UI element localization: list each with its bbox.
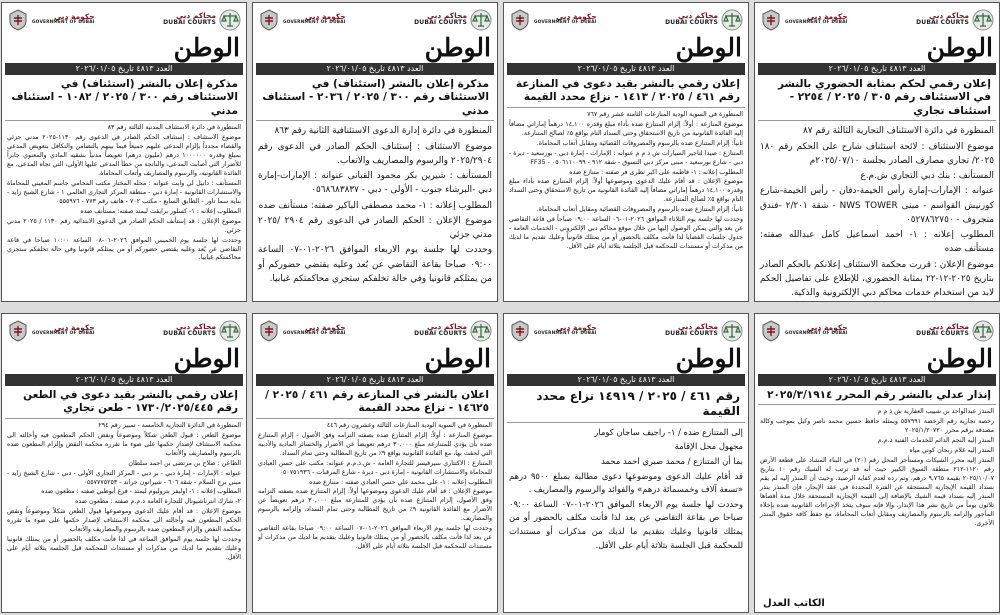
issue-info: العدد ٤٨١٣ تاريخ ٢٠٢٦/٠١/٠٥ xyxy=(256,374,494,386)
notice-paragraph: المستأنف : شيرين بكر محمود القبانى عنوانه : الإمارات-إمارة دبي -البرشاء جنوب - الأولى - دبي - ٠٥٦٨٦٨٣٨٣٧ xyxy=(258,171,492,196)
courts-name-ar: محاكم دبي xyxy=(929,322,969,332)
courts-logo xyxy=(414,9,492,31)
courts-name-en: DUBAI COURTS xyxy=(414,19,467,27)
notice-paragraph: موضوع الاستئناف : إستئناف الحكم الصادر في الدعوى رقم ٢٠٢٥/٢٩٠٤ والرسوم والمصاريف والاتعاب. xyxy=(258,141,492,166)
masthead: الوطن xyxy=(173,344,240,373)
notice-paragraph: موضوع المنازعة : أولاً: إلزام المتنازع ضده بصفته التزامه وفق الأصول - إلزام المتنازع ضده بأن يؤدي للمتنازعة مبلغ ٣٠,٠٠٠ درهم تعويضاً عن الأضرار والخسائر المادية والأدبية التي لحقت بها، مع الفائدة القانونية بواقع ٩٪ من تاريخ المطالبة وحتى تمام السداد. xyxy=(258,431,492,457)
notice-header xyxy=(2,314,246,344)
notice-title: إعلان رقمي لحكم بمثابة الحضوري بالنشر في الاستئناف رقم ٣٠٥ / ٢٠٢٥ / ٢٢٥٤ - استئناف تجاري xyxy=(758,75,996,121)
notice-paragraph: وحددت لها جلسة يوم الموافق الساعة في لذا فأنت مكلف بالحضور أو من يمثلك قانونيا وعليك بتقديم ما لديك من مذكرات أو مستندات للمحكمة قبل الجلسة بثلاثة أيام على الأقل. xyxy=(7,536,241,561)
notice-paragraph: بما أن المتنازع / محمد صبري احمد محمد xyxy=(601,455,743,466)
notice-paragraph: موضوع المنازعة : أولاً: إلزام المتنازع ضده بأداء مبلغ وقدره ١٤,١٠٠ درهماً إماراتي مضافاً إليه الفائدة القانونية من تاريخ الاستحقاق وحتى السداد التام بواقع ٥٪ لصالح المتنازعة. xyxy=(509,120,743,137)
courts-logo xyxy=(665,9,743,31)
courts-logo xyxy=(916,9,994,31)
government-logo xyxy=(760,320,848,342)
govt-name-en: GOVERNMENT OF DUBAI xyxy=(283,20,346,26)
govt-name-en: GOVERNMENT OF DUBAI xyxy=(534,331,597,337)
notice-body xyxy=(253,419,497,612)
govt-name-en: GOVERNMENT OF DUBAI xyxy=(785,20,848,26)
notice-paragraph: موضوع الإعلان : قد أقام عليك الدعوى وموضوعها أولاً: إلزام المتنازع ضده بأداء مبلغ وقدره ١٤,١٠٠ درهماً إماراتي مضافاً إليه الفائدة القانونية من تاريخ الاستحقاق وحتى السداد التام بواقع ٥٪ لصالح المتنازعة. xyxy=(509,178,743,204)
notice-header xyxy=(253,3,497,33)
notice-paragraph: عنوانه : الإمارات-إمارة رأس الخيمة-دفان - رأس الخيمة-شارع كورنيش القواسم - مبنى NWS TOWER - شقة ٢/٢٠١ -فندق متجروف - ٠٥٢٧٨٦٢٧٥٠ xyxy=(760,186,994,225)
government-logo xyxy=(509,9,597,31)
notice-paragraph: وحددت لها جلسة يوم الاربعاء الموافق ٢٠٢٦-٠١-٠٧ الساعة ٠٩:٠٠ صباحا بقاعة التقاضي عن بعد لذا فأنت مكلف بالحضور أو من يمثلك قانونيا وعليك بتقديم ما لديك من مذكرات أو مستندات للمحكمة قبل الجلسة بثلاثة أيام على الأقل. xyxy=(258,525,492,551)
scales-of-justice-icon xyxy=(219,320,241,342)
notice-paragraph: المستأنف : بنك دبي التجاري ش.م.ع xyxy=(860,171,994,182)
government-emblem-icon xyxy=(760,320,782,342)
notice-title: إنذار عدلي بالنشر رقم المحرر ٢٠٢٥/٣/١٩١٤ xyxy=(758,386,996,405)
government-emblem-icon xyxy=(760,9,782,31)
issue-info: العدد ٤٨١٣ تاريخ ٢٠٢٦/٠١/٠٥ xyxy=(5,63,243,75)
courts-name-ar: محاكم دبي xyxy=(176,322,216,332)
courts-name-ar: محاكم دبي xyxy=(427,322,467,332)
notice-paragraph: المنظورة في الدائرة التجارية الخامسة - تمييز رقم ٢٩٤ xyxy=(98,421,241,429)
courts-logo xyxy=(916,320,994,342)
scales-of-justice-icon xyxy=(470,320,492,342)
notice-paragraph: موضوع الإعلان : قد إستأنف الحكم الصادر في الدعوى الابتدائية رقم ١١٣٠ / ٢٠٢٥ مدني جزئي. xyxy=(7,217,241,234)
notice-paragraph: المنذر إليه النجم الدائم للخدمات الفنية ذ.م.م xyxy=(877,437,994,445)
notice-card xyxy=(1,2,247,302)
notice-card xyxy=(252,2,498,302)
notice-paragraph: رخصة تجارية رقم الرخصة ٥٥٧٩٩١ ويمثله حافظ حسين محمد ناصر وكيل بموجب وكالة مصدقة برقم محرر ٢٠٢٥/١/٢٠٧٢٠ xyxy=(760,418,995,435)
masthead: الوطن xyxy=(926,344,993,373)
notice-paragraph: المنظورة في دائرة الاستئناف التجارية الثالثة رقم ٨٧ xyxy=(803,126,994,137)
notice-card xyxy=(503,2,749,302)
notice-paragraph: موضوع الإعلان : قد أقام عليك الدعوى وموضوعها أولاً: إلزام المتنازع ضده بصفته التزامه وفق الأصول، إلزام المتنازع ضده بأن يؤدي للمتنازعة مبلغ ٣٠,٠٠٠ درهم تعويضاً عن الأضرار مع الفائدة القانونية ٩٪ من تاريخ المطالبة وحتى تمام السداد، وإلزامه بالرسوم والمصاريف. xyxy=(258,488,492,523)
issue-info: العدد ٤٨١٣ تاريخ ٢٠٢٦/٠١/٠٥ xyxy=(256,63,494,75)
masthead: الوطن xyxy=(926,33,993,62)
govt-name-ar: حكومة دبي xyxy=(305,323,346,333)
notice-paragraph: المطلوب إعلانه : ١- احمد اسماعيل كامل عبدالله صفته: مستأنف ضده xyxy=(760,230,994,255)
issue-info: العدد ٤٨١٣ تاريخ ٢٠٢٦/٠١/٠٥ xyxy=(758,63,996,75)
notice-card xyxy=(252,313,498,613)
notice-paragraph: ثانياً: إلزام المتنازع ضده بالرسوم والمصروفات القضائية ومقابل أتعاب المحاماة. xyxy=(536,139,743,147)
notice-paragraph: قد أقام عليك الدعوى وموضوعها دعوى مطالبة بمبلغ ٩٥٠٠ درهم «تسعة آلاف وخمسمائة درهم» والفوائد والرسوم والمصاريف . xyxy=(509,470,743,495)
courts-name-ar: محاكم دبي xyxy=(929,11,969,21)
courts-name-en: DUBAI COURTS xyxy=(163,330,216,338)
notice-body xyxy=(2,121,246,301)
notice-body xyxy=(755,405,999,598)
government-emblem-icon xyxy=(509,9,531,31)
notice-card xyxy=(1,313,247,613)
notice-paragraph: المنذر إليه غلام ربحان كوتي مياه xyxy=(909,447,994,455)
notice-paragraph: المنظورة في السوية الودية المنازعات الثالثة وعشرون رقم ٤٤٦ xyxy=(326,421,492,429)
notice-title: رقم ٤٦١ / ٢٠٢٥ / ١٤٩١٩ نزاع محدد القيمة xyxy=(507,386,745,423)
notice-paragraph: ثانياً: إلزام المتنازع ضده بالرسوم والمصروفات القضائية ومقابل أتعاب المحاماة. xyxy=(536,206,743,214)
notice-paragraph: وحددت لها جلسة يوم الاربعاء الموافق ٢٠٢٦-٠١-٠٧ الساعة ٠٩:٠٠ صباحا ص بقاعة التقاضي عن بعد لذا فأنت مكلف بالحضور أو من يمثلك قانونيا وعليك بتقديم ما لديك من مذكرات أو مستندات للمحكمة قبل الجلسة بثلاثة أيام على الأقل. xyxy=(509,498,744,550)
courts-name-en: DUBAI COURTS xyxy=(414,330,467,338)
courts-logo xyxy=(163,9,241,31)
government-emblem-icon xyxy=(7,320,29,342)
notice-paragraph: موضوع الاستئناف : إستئناف الحكم الصادر في الدعوى رقم ١١٣٠-٢٠٢٥ مدني جزئي والقضاء مجدداً بإلزام المدعى عليهم جميعاً فيما بينهم بالتضامن والتكافل بتعويض المدعى بمبلغ وقدره ١٠٠٠٠٠٠ درهم (مليون درهم) تعويضاً مدنياً بشقيه المادي والمعنوي جابراً للأضرار التي أصابت المدعى، والناتجة من خطأ المدعى عليها الأولى، التي تجاه المدعى، مع الفائدة القانونية، والرسوم والمصاريف وأتعاب المحاماة. xyxy=(7,134,241,177)
government-emblem-icon xyxy=(7,9,29,31)
notice-header xyxy=(755,314,999,344)
notice-paragraph: المنذر عبدالواحد بن شبيب العفارية ش ذ م م xyxy=(877,408,994,416)
scales-of-justice-icon xyxy=(219,9,241,31)
government-logo xyxy=(258,9,346,31)
notice-body xyxy=(504,423,748,612)
government-emblem-icon xyxy=(258,9,280,31)
issue-info: العدد ٤٨١٣ تاريخ ٢٠٢٦/٠١/٠٥ xyxy=(758,374,996,386)
notice-paragraph: المتنازع : صيدا لتاجير السيارات ش ذ م م عنوانه : الإمارات - إمارة دبي - بورسعيد - ديرة - دبي - شارع بورسعيد - مبنى مركز دبي التسوق - شقة ٩١٢ - ٠٥٠٦١١٠٠٩٩ - FF35 xyxy=(509,149,743,166)
notice-paragraph: موضوع الإعلان : قد أقام عليك الدعوى وموضوعها قبول الطعن شكلاً وموضوعاً ونقض الحكم المطعون فيه وأحالته الى محكمة الاستئناف لإصدار حكمها على ضوء ما تقرره محكمة النقض وإلزام المطعون ضده بالرسوم والمصاريف والأتعاب xyxy=(7,508,241,534)
notice-paragraph: موضوع الإعلان : الحكم الصادر في الدعوى رقم ٢٩٠٤ /٢٠٢٥ مدني جزئي xyxy=(258,215,493,241)
govt-name-ar: حكومة دبي xyxy=(556,12,597,22)
notice-paragraph: وحددت لها جلسة يوم الخميس الموافق ٢٠٢٦-٠١-٠٨ الساعة ١٠:٠٠ صباحا في قاعة التقاضي عن بُعد وعليه يقتضي حضوركم أو من يمثلكم قانونيا وفي حالة تخلفكم ستجري محاكمتكم غيابيا. xyxy=(7,236,241,262)
courts-logo xyxy=(414,320,492,342)
govt-name-ar: حكومة دبي xyxy=(807,12,848,22)
notice-paragraph: المتنازع : الاكتتاري سيرفيسز للتجارة العامة - ش.ذ.م.م عنوانه: مكتب على حسن العبادي للمحاماة والاستشارات القانونية - إمارة دبي - ديرة - شارع المرقبات - ٠٥٠٧٥١٩٣٦ xyxy=(258,459,492,476)
notice-title: اعلان بالنشر في المنازعة رقم ٤٦١ / ٢٠٢٥ / ١٤٦٢٥ - نزاع محدد القيمة xyxy=(256,386,494,419)
notice-paragraph: المطلوب إعلانه : ١- محمد مصطفى الباكير صفته: مستأنف ضده xyxy=(258,200,492,211)
govt-name-en: GOVERNMENT OF DUBAI xyxy=(32,20,95,26)
notice-title: مذكرة إعلان بالنشر (استئناف) في الاستئناف رقم ٣٠٠ / ٢٠٢٥ / ٢٠٣٦ - استئناف مدني xyxy=(256,75,494,121)
notice-header xyxy=(504,314,748,344)
notice-paragraph: المطلوب إعلانه : ١- فاطمة على اكبر نظرى فر صفته : متنازع ضده xyxy=(569,168,743,176)
masthead: الوطن xyxy=(675,344,742,373)
scales-of-justice-icon xyxy=(470,9,492,31)
notice-paragraph: المنذر إليه محرر الشيكات ومستأجر المحل رقم (٢٠) في البناء المشاد على قطعة الأرض رقم ١١٢٠-٢١٢ منطقة السوق الكبير حيث أنه قد ترتب له الشيك رقم ١٠ بتاريخ ٢٠٢٥/١٠/٠٧ بقيمة ٩,٧٦٥ درهم، وتم رده لعدم كفاية الرصيد، وحيث أن المنذر إليه لم يقم بسداد القيمة الإيجارية المستحقة عن الفترة المحددة في عقد الإيجار، فإن المنذر ينذر المنذر إليه بسداد قيمة الشيك بالإضافة إلى القيمة الإيجارية المستحقة خلال مدة أقصاها ثلاثون يوماً من تاريخ نشر هذا الإنذار، وإلا فإنه سوف يتخذ الإجراءات القانونية ضده بإخلاء المأجور وإلزامه بالرسوم والمصاريف ومقابل أتعاب المحاماة، مع حفظ كافة حقوق المنذر الأخرى. xyxy=(760,457,995,527)
courts-name-ar: محاكم دبي xyxy=(678,11,718,21)
government-emblem-icon xyxy=(258,320,280,342)
notice-paragraph: المنظورة في السوية الودية المنازعات الثامنة عشر رقم ٧٦٧ xyxy=(587,110,743,118)
government-logo xyxy=(760,9,848,31)
notice-paragraph: وحددت لها جلسة يوم الثلاثاء الموافق ٢٠٢٦-٠١-٠٦ الساعة ٠٩:٠٠ صباحاً في قاعة التقاضي عن بعد والتي يمكن الوصول إليها من خلال موقع محاكم دبي الإلكتروني - الخدمات العامة - جدول جلسات القضايا لذا فأنت مكلف بالحضور أو من يمثلك قانونياً وعليك تقديم ما لديك من مذكرات أو مستندات للمحكمة قبل الجلسة بثلاثة أيام على الأقل. xyxy=(509,216,744,250)
notice-header xyxy=(504,3,748,33)
courts-name-ar: محاكم دبي xyxy=(176,11,216,21)
notice-card xyxy=(754,2,1000,302)
issue-info: العدد ٤٨١٣ تاريخ ٢٠٢٦/٠١/٠٥ xyxy=(507,374,745,386)
notice-paragraph: وحددت لها جلسة يوم الاربعاء الموافق ٢٠٢٦-٠١-٠٧ الساعة ٠٩:٠٠ صباحا بقاعة التقاضي عن بُعد وعليه يقتضي حضوركم أو من يمثلكم قانونيا وفي حالة تخلفكم ستجري محاكمتكم غيابيا. xyxy=(258,245,492,284)
govt-name-ar: حكومة دبي xyxy=(54,323,95,333)
notice-body xyxy=(253,121,497,301)
courts-name-en: DUBAI COURTS xyxy=(163,19,216,27)
notice-card xyxy=(503,313,749,613)
courts-logo xyxy=(163,320,241,342)
govt-name-ar: حكومة دبي xyxy=(807,323,848,333)
government-logo xyxy=(7,320,95,342)
notice-paragraph: موضوع الاستئناف : لائحة استئناف شارح على الحكم رقم ١٨٠ ٢٠٢٥/ تجاري مصارف الصادر بجلسة ٢٠٢٥/٠٧/١٠م xyxy=(760,141,994,166)
scales-of-justice-icon xyxy=(972,9,994,31)
govt-name-ar: حكومة دبي xyxy=(305,12,346,22)
notice-paragraph: المنظورة في دائرة إدارة الدعوى الاستئنافية الثانية رقم ٨٦٣ xyxy=(274,126,492,137)
masthead: الوطن xyxy=(424,344,491,373)
notice-paragraph: المنظورة في دائرة الاستئناف المدنية الثالثة رقم ٨٣ xyxy=(107,124,241,132)
notice-body xyxy=(755,121,999,301)
notice-paragraph: موضوع الإعلان : قررت محكمة الاستئناف إعلانكم بالحكم الصادر بتاريخ ٢٠٢٥-١٢-٢٢ بمثابة الحضوري، للإطلاع على تفاصيل الحكم لابد من استخدام خدمات محاكم دبي الإلكترونية والذكية. xyxy=(760,259,994,299)
government-logo xyxy=(509,320,597,342)
government-logo xyxy=(7,9,95,31)
courts-name-ar: محاكم دبي xyxy=(427,11,467,21)
notice-header xyxy=(253,314,497,344)
govt-name-ar: حكومة دبي xyxy=(54,12,95,22)
notice-paragraph: المطلوب إعلانه : ١- كسلور برايفت ليمتد صفته: مستأنف ضده xyxy=(80,207,241,215)
notice-title: مذكرة إعلان بالنشر (استئناف) في الاستئناف رقم ٣٠٠ / ٢٠٢٥ / ١٠٨٢ - استئناف مدني xyxy=(5,75,243,121)
notice-paragraph: إلى المتنازع ضده / ١- راجيف ساجان كومار xyxy=(594,426,743,437)
notice-body xyxy=(2,419,246,612)
courts-name-ar: محاكم دبي xyxy=(678,322,718,332)
notice-paragraph: موضوع الطعن : قبول الطعن شكلاً وموضوعاً ونقض الحكم المطعون فيه وأحالته الى محكمة الاستئناف لإصدار حكمها على ضوء ما تقرره محكمة النقض وإلزام المطعون ضده بالرسوم والمصاريف والأتعاب xyxy=(7,431,241,457)
notice-paragraph: مجهول محل الإقامة xyxy=(674,441,743,452)
courts-logo xyxy=(665,320,743,342)
notice-paragraph: المطلوب إعلانه : ١- اوليفر بتروليوم ليمتد - فرع أبوظبي صفته : مطعون ضده xyxy=(41,488,241,496)
notice-card xyxy=(754,313,1000,613)
scales-of-justice-icon xyxy=(721,9,743,31)
notice-header xyxy=(2,3,246,33)
government-logo xyxy=(258,320,346,342)
scales-of-justice-icon xyxy=(721,320,743,342)
govt-name-en: GOVERNMENT OF DUBAI xyxy=(785,331,848,337)
courts-name-en: DUBAI COURTS xyxy=(665,19,718,27)
notice-body xyxy=(504,108,748,301)
courts-name-en: DUBAI COURTS xyxy=(916,330,969,338)
notice-paragraph: الطاعن : صلاح بن مرتضى بن احمد سلطان xyxy=(128,459,241,467)
masthead: الوطن xyxy=(424,33,491,62)
scales-of-justice-icon xyxy=(972,320,994,342)
masthead: الوطن xyxy=(675,33,742,62)
notice-paragraph: المستأنف : دانيل لي وايت عنوانه : محله المختار مكتب المحامي جاسم المعيني للمحاماة والاستشارات القانونية - إمارة دبي - منطقة المركز التجاري العالمي ١ - شارع الشيخ زايد - بناية سما تاور - الطابق السابع - مكتب ٧٠٢ - هاتف رقم ٧٧٣ - ٠٥٥٥٩٧٦ xyxy=(7,179,241,205)
notice-paragraph: عنوانه : الإمارات - إمارة دبي - بر دبي - المركز التجاري الأولى - دبي - شارع الشيخ زايد - مبنى برج السلام - شقة ٦٠٦ - شيراتون جراند - ٠٥٥٧٧٧٥٢٥٣ xyxy=(7,469,241,486)
notice-title: إعلان رقمي بالنشر بقيد دعوى في الطعن رقم ١٧٣٠/٢٠٢٥/٤٤٥ - طعن تجاري xyxy=(5,386,243,419)
masthead: الوطن xyxy=(173,33,240,62)
govt-name-en: GOVERNMENT OF DUBAI xyxy=(534,20,597,26)
government-emblem-icon xyxy=(509,320,531,342)
notice-header xyxy=(755,3,999,33)
govt-name-en: GOVERNMENT OF DUBAI xyxy=(283,331,346,337)
govt-name-en: GOVERNMENT OF DUBAI xyxy=(32,331,95,337)
govt-name-ar: حكومة دبي xyxy=(556,323,597,333)
issue-info: العدد ٤٨١٣ تاريخ ٢٠٢٦/٠١/٠٥ xyxy=(507,63,745,75)
notice-paragraph: ٢- شارك انترناشيونال للتجارة العامة ذ.م.م صفته : مطعون ضده xyxy=(75,498,241,506)
courts-name-en: DUBAI COURTS xyxy=(665,330,718,338)
courts-name-en: DUBAI COURTS xyxy=(916,19,969,27)
notice-title: إعلان رقمي بالنشر بقيد دعوى في المنازعة رقم ٤٦١ / ٢٠٢٥ / ١٤١٣ - نزاع محدد القيمة xyxy=(507,75,745,108)
issue-info: العدد ٤٨١٣ تاريخ ٢٠٢٦/٠١/٠٥ xyxy=(5,374,243,386)
notice-paragraph: المطلوب إعلانه : ١- على محمد علي حسن العبادي صفته : متنازع ضده xyxy=(309,478,492,486)
notary-signature: الكاتب العدل xyxy=(763,598,825,609)
